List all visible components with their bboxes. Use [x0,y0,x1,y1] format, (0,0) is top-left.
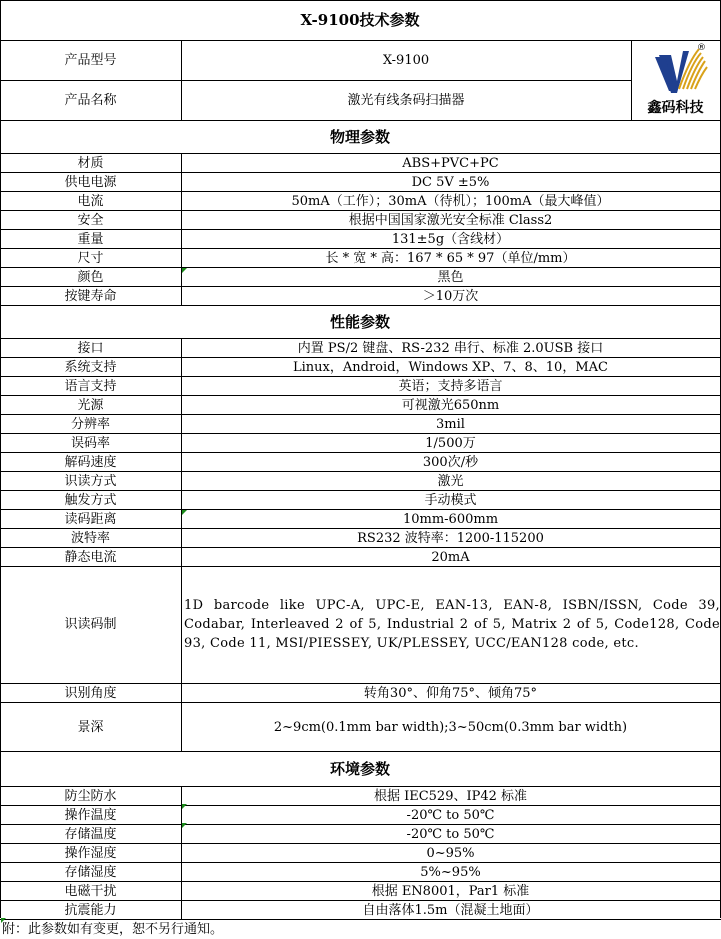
param-label: 按键寿命 [64,288,117,304]
param-value: 激光 [437,473,464,489]
logo-mark-icon [631,41,720,97]
param-label: 静态电流 [64,549,117,565]
model-value: X-9100 [382,53,430,68]
param-value: 10mm-600mm [402,511,499,527]
param-label: 识读方式 [64,473,117,489]
comment-marker [182,823,187,828]
param-value: 根据 IEC529、IP42 标准 [373,788,528,804]
param-value: 300次/秒 [422,454,479,470]
param-value: 转角30°、仰角75°、倾角75° [363,685,538,701]
param-label: 识别角度 [64,685,117,701]
param-value: 1/500万 [425,435,476,451]
param-label: 接口 [77,340,104,356]
param-value: RS232 波特率：1200-115200 [357,530,544,546]
comment-marker [182,510,187,515]
grid-line [181,683,182,702]
param-value: DC 5V ±5% [411,174,490,190]
param-label: 存储温度 [64,826,117,842]
param-value: 根据 EN8001，Par1 标准 [371,883,530,899]
param-value: 0~95% [426,845,475,861]
param-label: 电流 [77,193,104,209]
param-value: -20℃ to 50℃ [406,807,495,823]
param-value: 根据中国国家激光安全标准 Class2 [348,212,553,228]
section-physical: 物理参数 [329,127,390,146]
param-value: ＞10万次 [422,288,479,304]
param-label: 材质 [77,155,104,171]
param-value: 英语；支持多语言 [398,378,503,394]
param-label: 光源 [77,397,104,413]
param-label: 操作湿度 [64,845,117,861]
param-label: 误码率 [70,435,110,451]
param-value: 2~9cm(0.1mm bar width);3~50cm(0.3mm bar width) [273,719,628,735]
comment-marker [182,268,187,273]
param-label: 触发方式 [64,492,117,508]
param-label: 颜色 [77,269,104,285]
grid-line [181,338,182,566]
param-label: 分辨率 [70,416,110,432]
param-label: 解码速度 [64,454,117,470]
param-label: 安全 [77,212,104,228]
grid-line [181,153,182,305]
param-label: 重量 [77,231,104,247]
param-value: Linux，Android，Windows XP、7、8、10，MAC [293,359,608,375]
param-value: 内置 PS/2 键盘、RS-232 串行、标准 2.0USB 接口 [297,340,604,356]
comment-marker [182,804,187,809]
param-value: ABS+PVC+PC [402,155,499,171]
param-value: 长 * 宽 * 高：167 * 65 * 97（单位/mm） [325,250,576,266]
param-label: 读码距离 [64,511,117,527]
param-value: 自由落体1.5m（混凝土地面） [362,902,539,918]
param-label: 抗震能力 [64,902,117,918]
param-value: 可视激光650nm [401,397,500,413]
param-value: 3mil [436,416,465,432]
logo-registered-mark: ® [697,43,706,53]
footnote: 附：此参数如有变更，恕不另行通知。 [2,922,224,937]
param-value: 黑色 [437,269,464,285]
company-logo [631,41,720,120]
page-title: X-9100技术参数 [300,11,420,29]
param-value: 50mA（工作）；30mA（待机）；100mA（最大峰值） [291,193,610,209]
section-environment: 环境参数 [329,759,390,778]
grid-line [181,40,182,121]
symbology-value: 1D barcode like UPC-A, UPC-E, EAN-13, EAN-8, ISBN/ISSN, Code 39, Codabar, Interleaved 2 of 5, Industrial 2 of 5, Matrix 2 of 5, Code128, Code 93, Code 11, MSI/PIESSEY, UK/PLESSEY, UCC/EAN128 code, etc. [184,598,720,651]
param-label: 波特率 [70,530,110,546]
param-value: 20mA [431,549,470,565]
param-label: 供电电源 [64,174,117,190]
name-value: 激光有线条码扫描器 [347,93,465,108]
param-label: 语言支持 [64,378,117,394]
param-label: 识读码制 [64,617,117,632]
param-label: 操作温度 [64,807,117,823]
param-value: 5%~95% [420,864,481,880]
param-label: 系统支持 [64,359,117,375]
param-value: 手动模式 [424,492,477,508]
section-performance: 性能参数 [329,312,390,331]
param-label: 尺寸 [77,250,104,266]
param-label: 防尘防水 [64,788,117,804]
grid-line [181,566,182,683]
grid-line [181,702,182,751]
param-value: 131±5g（含线材） [391,231,510,247]
model-label: 产品型号 [64,53,117,68]
comment-marker [1,918,6,923]
name-label: 产品名称 [64,93,117,108]
logo-text: 鑫码科技 [647,100,704,116]
param-label: 存储湿度 [64,864,117,880]
param-label: 景深 [77,719,104,735]
param-value: -20℃ to 50℃ [406,826,495,842]
param-label: 电磁干扰 [64,883,117,899]
